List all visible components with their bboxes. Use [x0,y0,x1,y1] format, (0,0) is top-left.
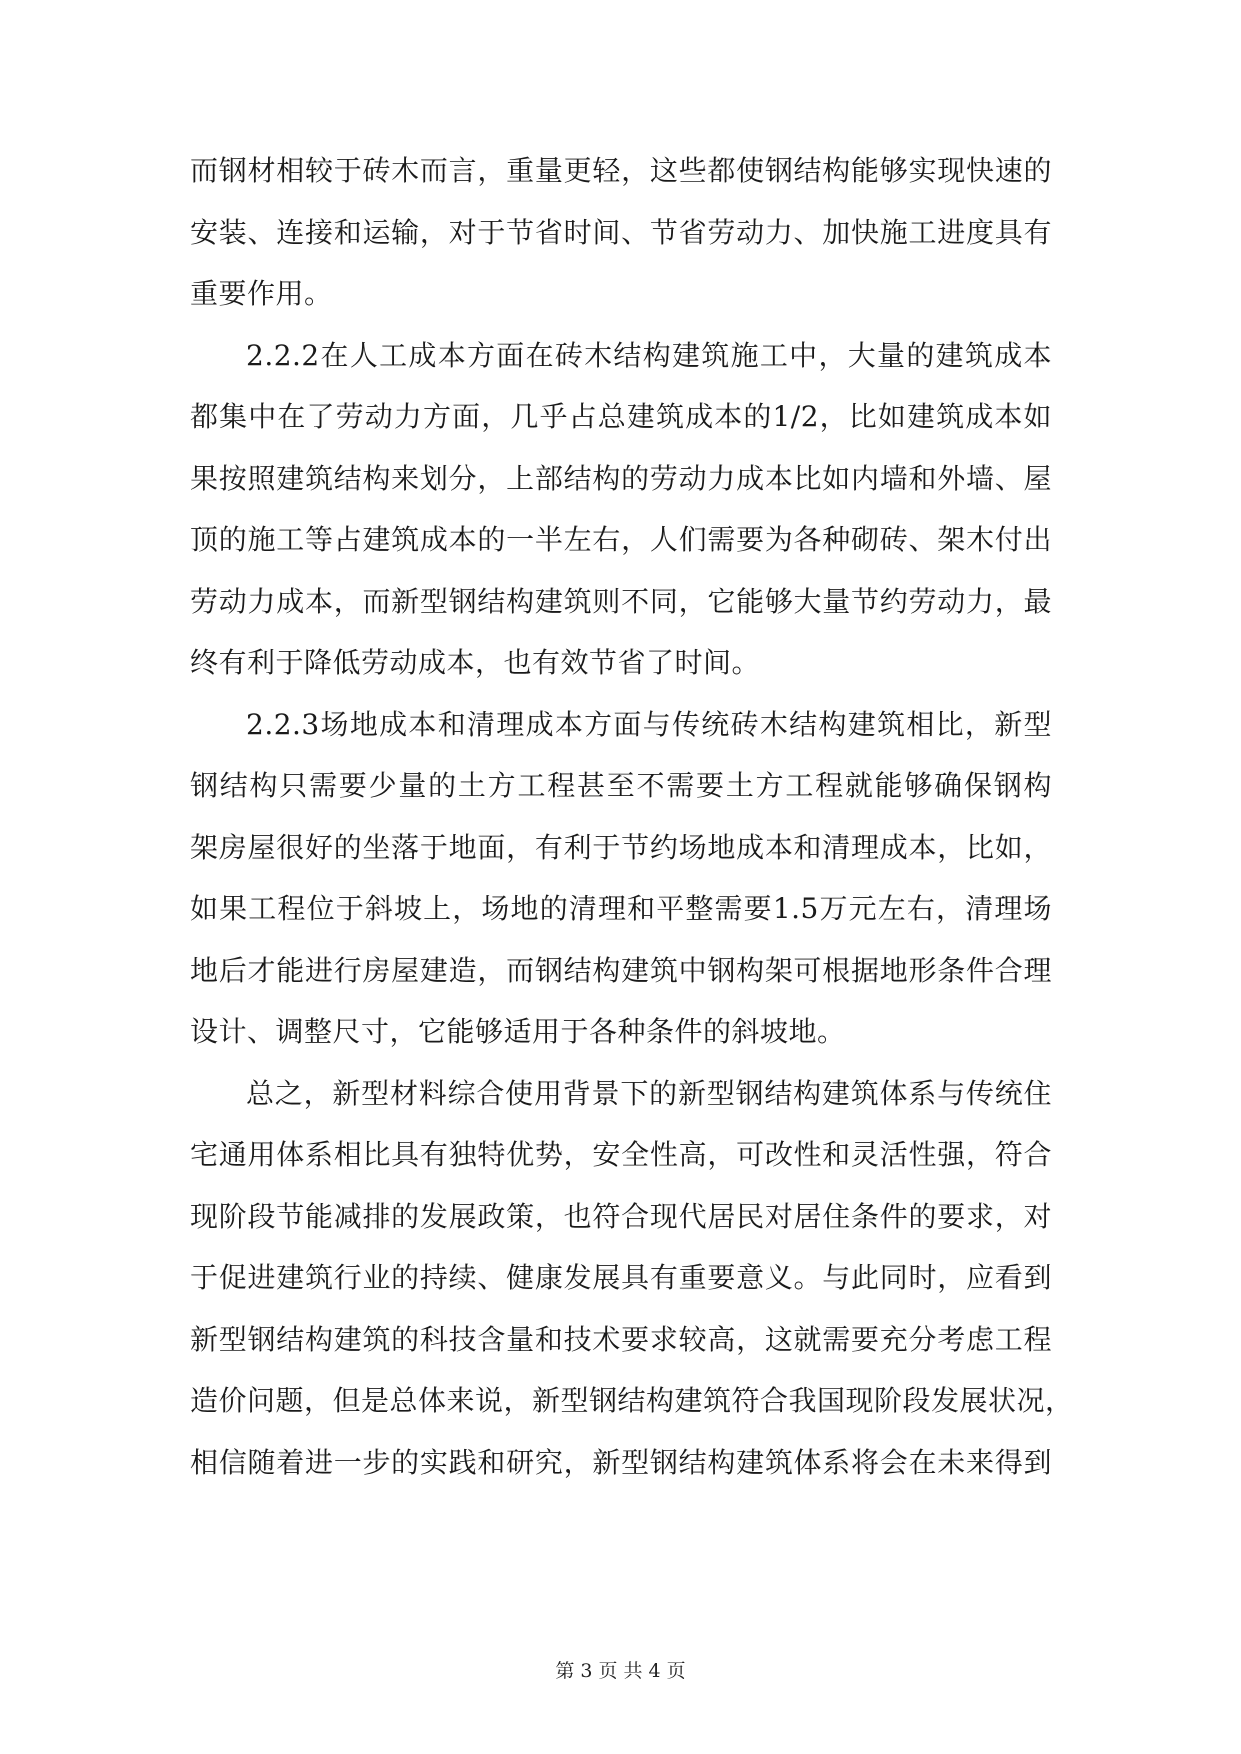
text-line: 造价问题，但是总体来说，新型钢结构建筑符合我国现阶段发展状况， [190,1384,1074,1417]
text-line: 相信随着进一步的实践和研究，新型钢结构建筑体系将会在未来得到 [190,1445,1052,1479]
text-line: 设计、调整尺寸，它能够适用于各种条件的斜坡地。 [190,1015,846,1048]
text-line: 宅通用体系相比具有独特优势，安全性高，可改性和灵活性强，符合 [190,1138,1052,1171]
text-line: 架房屋很好的坐落于地面，有利于节约场地成本和清理成本，比如， [190,830,1052,864]
text-line: 而钢材相较于砖木而言，重量更轻，这些都使钢结构能够实现快速的 [190,154,1052,187]
text-line: 终有利于降低劳动成本，也有效节省了时间。 [190,646,761,679]
text-line: 2.2.2在人工成本方面在砖木结构建筑施工中，大量的建筑成本 [246,338,1052,372]
paragraph-3 [190,694,1052,1063]
text-line: 都集中在了劳动力方面，几乎占总建筑成本的1/2，比如建筑成本如 [190,400,1052,433]
document-body [190,140,1074,1493]
text-line: 顶的施工等占建筑成本的一半左右，人们需要为各种砌砖、架木付出 [190,523,1052,556]
page-number-footer: 第 3 页 共 4 页 [555,1660,686,1682]
text-line: 现阶段节能减排的发展政策，也符合现代居民对居住条件的要求，对 [190,1199,1052,1233]
text-line: 新型钢结构建筑的科技含量和技术要求较高，这就需要充分考虑工程 [190,1322,1052,1356]
text-line: 于促进建筑行业的持续、健康发展具有重要意义。与此同时，应看到 [190,1261,1052,1294]
paragraph-1 [190,140,1052,325]
paragraph-4 [190,1063,1074,1494]
text-line: 总之，新型材料综合使用背景下的新型钢结构建筑体系与传统住 [246,1076,1052,1110]
text-line: 重要作用。 [190,277,333,310]
paragraph-2 [190,325,1052,694]
text-line: 如果工程位于斜坡上，场地的清理和平整需要1.5万元左右，清理场 [190,892,1052,925]
text-line: 安装、连接和运输，对于节省时间、节省劳动力、加快施工进度具有 [190,215,1052,249]
text-line: 2.2.3场地成本和清理成本方面与传统砖木结构建筑相比，新型 [246,707,1052,741]
text-line: 钢结构只需要少量的土方工程甚至不需要土方工程就能够确保钢构 [190,769,1052,802]
text-line: 果按照建筑结构来划分，上部结构的劳动力成本比如内墙和外墙、屋 [190,461,1052,495]
text-line: 地后才能进行房屋建造，而钢结构建筑中钢构架可根据地形条件合理 [190,953,1052,987]
text-line: 劳动力成本，而新型钢结构建筑则不同，它能够大量节约劳动力，最 [190,584,1052,618]
